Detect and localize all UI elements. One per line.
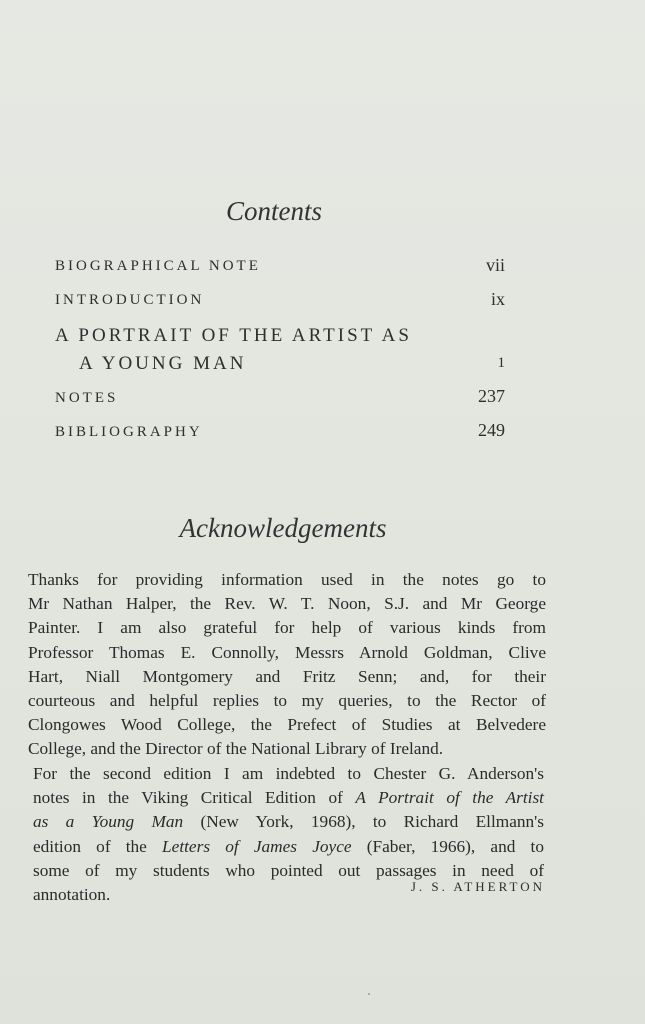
toc-entry-page-number: 237 [478, 386, 505, 406]
paragraph-line [33, 786, 544, 810]
paragraph-line: annotation. [33, 885, 111, 905]
text-run: (Faber, 1966), and to [351, 836, 544, 856]
paragraph-line: some of my students who pointed out passages in need of [33, 860, 544, 880]
book-title-italic: as a Young Man [33, 812, 184, 832]
toc-entry-label: BIBLIOGRAPHY [55, 424, 203, 440]
paragraph-line [33, 835, 544, 859]
toc-entry-label: BIOGRAPHICAL NOTE [55, 258, 261, 274]
text-run: edition of the [33, 836, 163, 856]
toc-entry-page-number: 249 [478, 420, 505, 440]
acknowledgements-heading: Acknowledgements [179, 513, 387, 543]
paragraph-line: courteous and helpful replies to my queries, to the Rector of [28, 691, 546, 711]
text-run: (New York, 1968), to Richard Ellmann's [183, 812, 544, 832]
paragraph-line: College, and the Director of the National Library of Ireland. [28, 739, 444, 759]
toc-entry-portrait-of-the-artist [55, 322, 505, 382]
toc-entry-label: INTRODUCTION [55, 292, 205, 308]
paragraph-line: Mr Nathan Halper, the Rev. W. T. Noon, S.J. and Mr George [28, 594, 546, 614]
book-title-italic: Letters of James Joyce [162, 836, 352, 856]
paper-speck [368, 993, 370, 995]
text-run: notes in the Viking Critical Edition of [33, 788, 356, 808]
contents-heading: Contents [225, 196, 322, 226]
paragraph-line: Hart, Niall Montgomery and Fritz Senn; and, for their [28, 666, 546, 686]
toc-entry-label: NOTES [55, 390, 119, 406]
toc-entry-label-line-2: A YOUNG MAN [79, 353, 247, 374]
toc-entry-page-number: vii [485, 255, 505, 275]
author-signature: J. S. ATHERTON [410, 879, 545, 894]
paragraph-line [33, 810, 544, 834]
paragraph-line: For the second edition I am indebted to Chester G. Anderson's [33, 764, 544, 783]
toc-entry-page-number: 1 [497, 355, 505, 371]
paragraph-line: Clongowes Wood College, the Prefect of Studies at Belvedere [28, 715, 546, 735]
paragraph-line: Professor Thomas E. Connolly, Messrs Arnold Goldman, Clive [28, 642, 546, 662]
toc-entry-label [55, 322, 412, 378]
toc-entry-label-line-1: A PORTRAIT OF THE ARTIST AS [55, 325, 412, 346]
acknowledgements-paragraph-1 [28, 568, 546, 762]
paragraph-line: Thanks for providing information used in the notes go to [28, 570, 546, 589]
book-title-italic: A Portrait of the Artist [355, 788, 544, 808]
toc-entry-page-number: ix [490, 289, 505, 309]
paragraph-line: Painter. I am also grateful for help of various kinds from [28, 618, 546, 638]
